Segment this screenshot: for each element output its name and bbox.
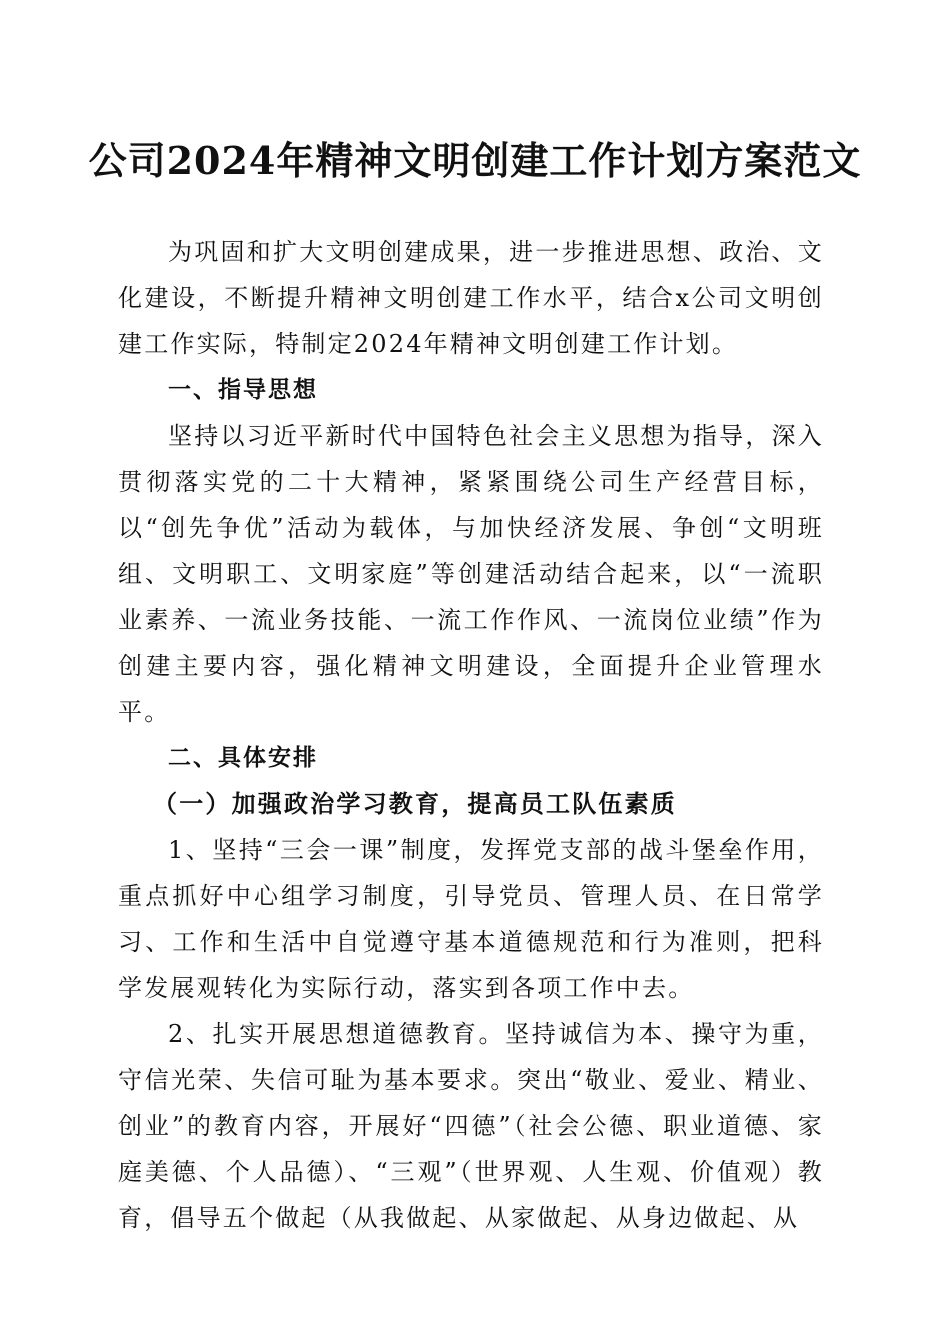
document-body <box>118 229 824 1241</box>
section-heading-guiding-ideology: 一、指导思想 <box>168 377 318 403</box>
item-1-paragraph: 1、坚持“三会一课”制度，发挥党支部的战斗堡垒作用，重点抓好中心组学习制度，引导党员、管理人员、在日常学习、工作和生活中自觉遵守基本道德规范和行为准则，把科学发展观转化为实际行动，落实到各项工作中去。 <box>118 836 824 1002</box>
item-2-paragraph: 2、扎实开展思想道德教育。坚持诚信为本、操守为重，守信光荣、失信可耻为基本要求。突出“敬业、爱业、精业、创业”的教育内容，开展好“四德”（社会公德、职业道德、家庭美德、个人品德）、“三观”（世界观、人生观、价值观）教育，倡导五个做起（从我做起、从家做起、从身边做起、从 <box>118 1020 824 1232</box>
intro-paragraph: 为巩固和扩大文明创建成果，进一步推进思想、政治、文化建设，不断提升精神文明创建工作水平，结合x公司文明创建工作实际，特制定2024年精神文明创建工作计划。 <box>118 238 824 358</box>
subsection-heading-political-study: （一）加强政治学习教育，提高员工队伍素质 <box>153 789 677 818</box>
section-heading-specific-arrangements: 二、具体安排 <box>168 745 318 771</box>
guiding-ideology-paragraph: 坚持以习近平新时代中国特色社会主义思想为指导，深入贯彻落实党的二十大精神，紧紧围绕公司生产经营目标，以“创先争优”活动为载体，与加快经济发展、争创“文明班组、文明职工、文明家庭”等创建活动结合起来，以“一流职业素养、一流业务技能、一流工作作风、一流岗位业绩”作为创建主要内容，强化精神文明建设，全面提升企业管理水平。 <box>118 422 824 726</box>
document-title: 公司2024年精神文明创建工作计划方案范文 <box>88 138 862 183</box>
